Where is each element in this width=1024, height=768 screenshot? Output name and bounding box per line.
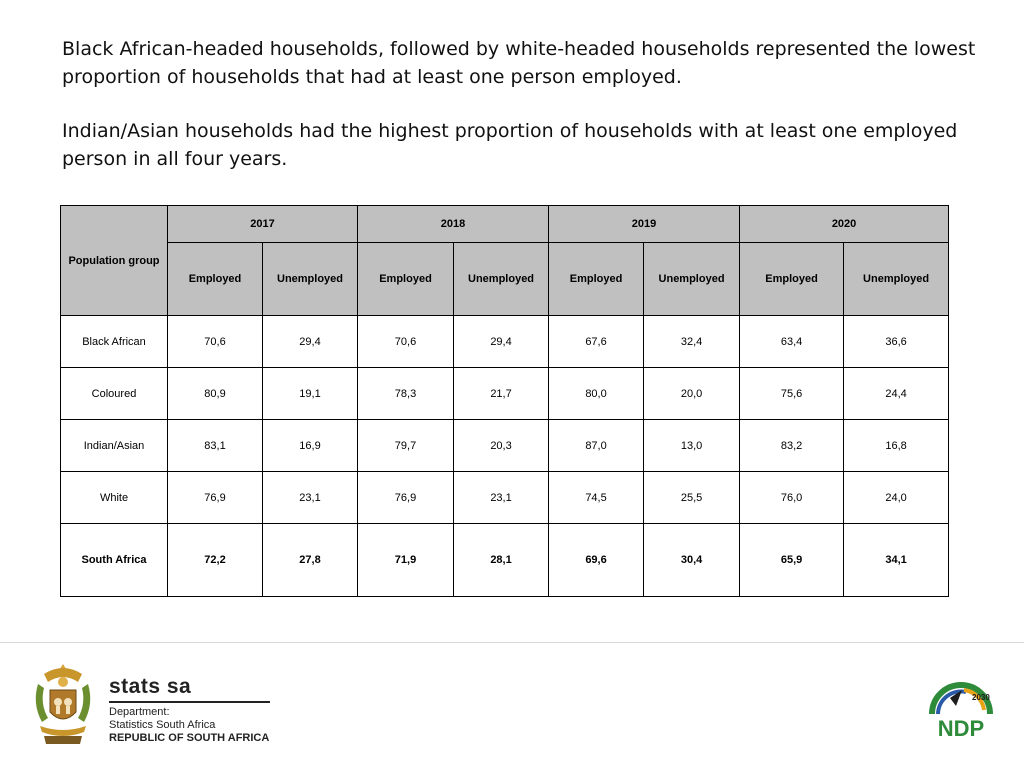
dept-line: Statistics South Africa [109,719,216,731]
table-cell: 34,1 [844,524,949,597]
table-cell: 23,1 [263,472,358,524]
table-cell: 67,6 [549,316,644,368]
table-cell: 83,1 [168,420,263,472]
footer-divider [0,642,1024,643]
table-cell: 24,4 [844,368,949,420]
table-cell: 25,5 [644,472,740,524]
table-cell: 24,0 [844,472,949,524]
table-row [61,420,949,472]
table-cell: 19,1 [263,368,358,420]
table-row [61,316,949,368]
table-cell: 36,6 [844,316,949,368]
table-cell: 32,4 [644,316,740,368]
table-cell: 72,2 [168,524,263,597]
table-cell: 13,0 [644,420,740,472]
table-cell: 23,1 [454,472,549,524]
row-group-label: Indian/Asian [61,420,168,472]
row-group-label: South Africa [61,524,168,597]
wordmark-rule [109,701,270,703]
year-header-row [61,206,949,243]
table-cell: 30,4 [644,524,740,597]
table-cell: 69,6 [549,524,644,597]
table-cell: 70,6 [168,316,263,368]
employed-header: Employed [740,243,844,316]
row-group-label: White [61,472,168,524]
ndp-label: NDP [937,716,985,741]
employment-table [60,205,949,597]
employed-header: Employed [168,243,263,316]
table-cell: 78,3 [358,368,454,420]
unemployed-header: Unemployed [844,243,949,316]
table-row [61,472,949,524]
dept-line-country: REPUBLIC OF SOUTH AFRICA [109,732,270,744]
dept-line: Department: [109,706,170,718]
year-header: 2020 [740,206,949,243]
table-cell: 83,2 [740,420,844,472]
intro-paragraph-1: Black African-headed households, followed by white-headed households represented the lowest proportion of households that had at least one person employed. [62,38,976,88]
table-cell: 16,8 [844,420,949,472]
table-cell: 20,0 [644,368,740,420]
unemployed-header: Unemployed [454,243,549,316]
coat-of-arms-logo [30,660,96,750]
status-header-row [61,243,949,316]
year-header: 2019 [549,206,740,243]
table-cell: 29,4 [454,316,549,368]
table-cell: 63,4 [740,316,844,368]
ndp-2030-logo [926,680,996,742]
table-cell: 29,4 [263,316,358,368]
year-header: 2018 [358,206,549,243]
row-group-label: Coloured [61,368,168,420]
stats-sa-wordmark: stats sa [109,675,192,698]
row-group-label: Black African [61,316,168,368]
year-header: 2017 [168,206,358,243]
table-cell: 74,5 [549,472,644,524]
ndp-year: 2030 [972,693,990,702]
table-cell: 71,9 [358,524,454,597]
table-cell: 76,0 [740,472,844,524]
department-text [109,706,269,745]
unemployed-header: Unemployed [263,243,358,316]
employed-header: Employed [358,243,454,316]
table-cell: 21,7 [454,368,549,420]
table-cell: 87,0 [549,420,644,472]
intro-paragraph-2: Indian/Asian households had the highest proportion of households with at least one employed person in all four years. [62,120,958,170]
table-cell: 28,1 [454,524,549,597]
unemployed-header: Unemployed [644,243,740,316]
table-cell: 75,6 [740,368,844,420]
table-cell: 16,9 [263,420,358,472]
table-cell: 27,8 [263,524,358,597]
population-group-header: Population group [61,206,168,316]
table-row-total [61,524,949,597]
table-cell: 80,9 [168,368,263,420]
table-cell: 65,9 [740,524,844,597]
intro-text [62,36,982,200]
table-cell: 80,0 [549,368,644,420]
table-row [61,368,949,420]
table-cell: 70,6 [358,316,454,368]
table-cell: 20,3 [454,420,549,472]
table-cell: 76,9 [168,472,263,524]
table-cell: 79,7 [358,420,454,472]
employed-header: Employed [549,243,644,316]
table-cell: 76,9 [358,472,454,524]
